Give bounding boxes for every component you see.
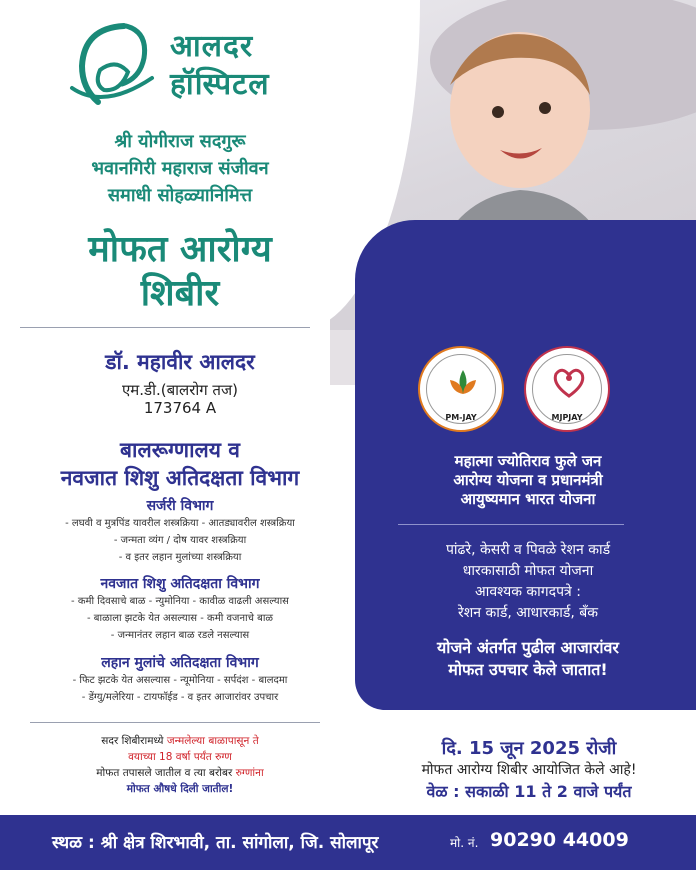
mother-child-logo-icon xyxy=(64,18,160,110)
card-info-line: रेशन कार्ड, आधारकार्ड, बँक xyxy=(457,605,599,621)
camp-title xyxy=(10,228,350,316)
venue-address: स्थळ : श्री क्षेत्र शिरभावी, ता. सांगोला, जि. सोलापूर xyxy=(52,833,379,853)
pmjay-label: PM-JAY xyxy=(445,413,477,422)
department-title-line: बालरूग्णालय व xyxy=(120,438,240,462)
mjpjay-label: MJPJAY xyxy=(551,413,583,422)
note-line xyxy=(10,733,350,749)
camp-date: दि. 15 जून 2025 रोजी xyxy=(441,738,617,759)
mobile-label: मो. नं. xyxy=(450,836,479,850)
treatment-line: योजने अंतर्गत पुढील आजारांवर xyxy=(437,638,619,657)
section-item: - जन्मानंतर लहान बाळ रडले नसल्यास xyxy=(110,630,250,641)
hospital-name-line2: हॉस्पिटल xyxy=(170,67,270,102)
pmjay-badge xyxy=(418,346,504,432)
ration-card-info xyxy=(378,540,678,624)
section-item: - बाळाला झटके येत असल्यास - कमी वजनाचे बाळ xyxy=(86,613,274,624)
note-line: वयाच्या 18 वर्षा पर्यंत रुग्ण xyxy=(128,751,232,763)
section-heading: नवजात शिशु अतिदक्षता विभाग xyxy=(100,576,260,592)
card-info-line: धारकासाठी मोफत योजना xyxy=(462,563,594,579)
note-line: मोफत औषधे दिली जातील! xyxy=(126,783,234,795)
camp-note xyxy=(10,733,350,797)
free-treatment-note xyxy=(378,637,678,681)
section-heading: लहान मुलांचे अतिदक्षता विभाग xyxy=(101,655,259,671)
scheme-title-line: आरोग्य योजना व प्रधानमंत्री xyxy=(453,471,603,489)
camp-title-line: मोफत आरोग्य xyxy=(88,229,272,270)
camp-title-line: शिबीर xyxy=(140,273,220,314)
mobile-number: 90290 44009 xyxy=(490,829,629,851)
nicu-section xyxy=(10,574,350,644)
footer-bar xyxy=(0,815,696,870)
section-item: - लघवी व मुत्रपिंड यावरील शस्त्रक्रिया - आतड्यावरील शस्त्रक्रिया xyxy=(65,518,295,529)
department-title xyxy=(10,436,350,492)
event-title xyxy=(10,128,350,209)
divider xyxy=(30,722,320,723)
heart-family-icon xyxy=(550,366,588,400)
mjpjay-badge xyxy=(524,346,610,432)
picu-section xyxy=(10,653,350,706)
note-text: मोफत तपासले जातील व त्या बरोबर xyxy=(96,767,236,779)
card-info-line: आवश्यक कागदपत्रे : xyxy=(475,584,581,600)
section-heading: सर्जरी विभाग xyxy=(146,498,214,514)
scheme-title xyxy=(378,452,678,509)
scheme-title-line: महात्मा ज्योतिराव फुले जन xyxy=(454,452,602,470)
note-highlight: जन्मलेल्या बाळापासून ते xyxy=(166,735,259,747)
doctor-name: डॉ. महावीर आलदर xyxy=(105,350,255,374)
lotus-icon xyxy=(446,366,480,400)
section-item: - कमी दिवसाचे बाळ - न्युमोनिया - कावीळ वाढली असल्यास xyxy=(71,596,289,607)
note-line xyxy=(10,765,350,781)
section-item: - डेंग्यु/मलेरिया - टायफॉईड - व इतर आजारांवर उपचार xyxy=(81,692,279,703)
note-text: सदर शिबीरामध्ये xyxy=(101,735,167,747)
surgery-section xyxy=(10,496,350,566)
event-title-line: श्री योगीराज सदगुरू xyxy=(114,131,246,152)
scheme-title-line: आयुष्यमान भारत योजना xyxy=(460,490,596,508)
note-highlight: रुग्णांना xyxy=(235,767,264,779)
section-item: - जन्मता व्यंग / दोष यावर शस्त्रक्रिया xyxy=(113,535,247,546)
department-title-line: नवजात शिशु अतिदक्षता विभाग xyxy=(60,466,300,490)
treatment-line: मोफत उपचार केले जातात! xyxy=(448,660,608,679)
doctor-degree: एम.डी.(बालरोग तज) xyxy=(122,381,238,399)
section-item: - व इतर लहान मुलांच्या शस्त्रक्रिया xyxy=(118,552,242,563)
hospital-name-line1: आलदर xyxy=(170,29,254,64)
card-info-line: पांढरे, केसरी व पिवळे रेशन कार्ड xyxy=(445,542,611,558)
event-title-line: भवानगिरी महाराज संजीवन xyxy=(91,158,269,179)
camp-time: वेळ : सकाळी 11 ते 2 वाजे पर्यंत xyxy=(426,782,632,801)
event-title-line: समाधी सोहळ्यानिमित्त xyxy=(107,185,253,206)
camp-announcement: मोफत आरोग्य शिबीर आयोजित केले आहे! xyxy=(421,762,637,778)
section-item: - फिट झटके येत असल्यास - न्यूमोनिया - सर्पदंश - बालदमा xyxy=(72,675,288,686)
divider xyxy=(20,327,310,328)
divider xyxy=(398,524,624,525)
doctor-registration: 173764 A xyxy=(143,399,217,417)
